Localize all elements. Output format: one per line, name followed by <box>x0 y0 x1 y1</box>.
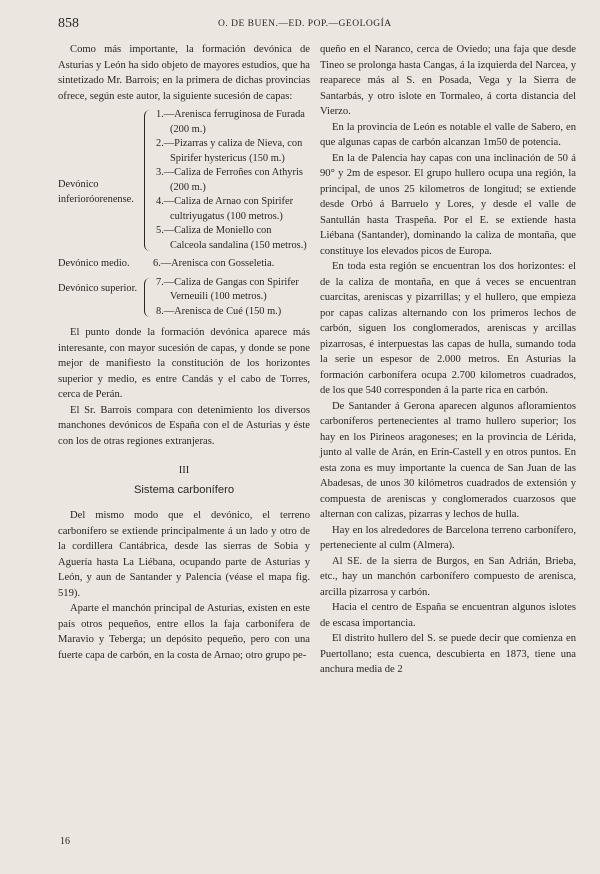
paragraph: En la de Palencia hay capas con una inclinación de 50 á 90° y 2m de espesor. El grupo hullero ocupa una región, la principal, de unos 25 kilometros de longitud; se extiende desde Orbó á Barruelo y Lores, y desde el valle de Santullán hasta Traspeña. Por el E. se extiende hasta Liébana (Santander), dominando la caliza de montaña, que constituye los elevados picos de Europa. <box>320 152 576 257</box>
page-header <box>58 16 574 34</box>
page-number: 858 <box>58 16 79 31</box>
paragraph: Hay en los alrededores de Barcelona terreno carbonífero, perteneciente al culm (Almera). <box>320 524 576 551</box>
strat-item: 2.—Pizarras y caliza de Nieva, con Spirifer hystericus (150 m.) <box>156 138 303 164</box>
strat-item: 3.—Caliza de Ferroñes con Athyris (200 m.) <box>156 167 303 193</box>
paragraph: En toda esta región se encuentran los dos horizontes: el de la caliza de montaña, en que á veces se encuentran cuarcitas, areniscas y pizarrillas; y el hullero, que empieza por capas calizas alternando con los primeros lechos de carbón, siguen los conglomerados, areniscas y arcillas pizarrosas, é interpuestas las capas de hulla, sumando toda la serie un espesor de 2.000 metros. En Asturias la formación carbonífera ocupa 2.700 kilometros cuadrados, de los que 540 corresponden á la parte rica en carbón. <box>320 261 576 396</box>
signature-mark: 16 <box>60 836 70 847</box>
paragraph: Hacia el centro de España se encuentran algunos islotes de escasa importancia. <box>320 602 576 629</box>
strat-item: 1.—Arenisca ferruginosa de Furada (200 m.) <box>156 109 305 135</box>
strat-group-inferior <box>58 108 310 253</box>
paragraph: Del mismo modo que el devónico, el terreno carbonífero se extiende principalmente á un lado y otro de la cordillera Cantábrica, desde las sierras de Sobia y Aguería hasta La Liébana, ocupando parte de Asturias y León, y aun de Santander y Palencia (véase el mapa fig. 519). <box>58 510 310 599</box>
strat-items-inferior <box>156 108 310 253</box>
paragraph: El punto donde la formación devónica aparece más interesante, con mayor sucesión de capas, y donde se pone mejor de manifiesto la constitución de los horizontes superior y medio, es entre Candás y el cabo de Torres, cerca de Perán. <box>58 327 310 400</box>
strat-item: 5.—Caliza de Moniello con Calceola sandalina (150 metros.) <box>156 225 307 251</box>
section-number: III <box>178 465 190 476</box>
strat-group-superior <box>58 276 310 320</box>
strat-item: 6.—Arenisca con Gosseletia. <box>153 258 275 269</box>
paragraph: El distrito hullero del S. se puede decir que comienza en Puertollano; esta cuenca, descubierta en 1873, tiene una anchura media de 2 <box>320 633 576 675</box>
strat-item: 8.—Arenisca de Cué (150 m.) <box>156 305 282 317</box>
paragraph: El Sr. Barrois compara con detenimiento los diversos manchones devónicos de España con el de Asturias y éste con los de otras regiones extranjeras. <box>58 404 310 447</box>
right-column <box>320 42 576 678</box>
strat-label-medio: Devónico medio. <box>58 258 130 269</box>
strat-items-medio <box>153 257 310 272</box>
brace <box>144 110 153 251</box>
paragraph: Aparte el manchón principal de Asturias, existen en este país otros pequeños, entre ellos la faja carbonífera de Maravio y Teberga; un depósito pequeño, pero con una fuerte capa de carbón, en la costa de Arnao; otro grupo pe- <box>58 603 310 661</box>
paragraph: queño en el Naranco, cerca de Oviedo; una faja que desde Tineo se prolonga hasta Cangas, á la izquierda del Narcea, y reaparece más al S. en Posada, Vega y la Sierra de Santarbás, y otro islote en Tormaleo, á corta distancia del Vierzo. <box>320 44 576 117</box>
brace <box>144 278 153 318</box>
section-title: Sistema carbonífero <box>133 483 235 496</box>
paragraph: De Santander á Gerona aparecen algunos afloramientos carboníferos pertenecientes al tramo hullero superior; los hay en los Pirineos aragoneses; en la provincia de Lérida, junto al valle de Arán, en Erín-Castell y en otros puntos. En esta zona es muy importante la cuenca de San Juan de las Abadesas, de unos 30 kilómetros cuadrados de extensión y compuesta de areniscas y conglomerados cuarzosos que alternan con calizas, pizarras y lechos de hulla. <box>320 400 576 520</box>
strat-label-superior: Devónico superior. <box>58 282 138 294</box>
left-column <box>58 42 310 663</box>
running-title: O. DE BUEN.—ED. POP.—GEOLOGÍA <box>218 19 392 29</box>
strat-item: 7.—Caliza de Gangas con Spirifer Verneuili (100 metros.) <box>156 276 299 302</box>
paragraph: Al SE. de la sierra de Burgos, en San Adrián, Brieba, etc., hay un manchón carbonífero compuesto de arenisca, arcilla pizarrosa y carbón. <box>320 555 576 598</box>
strat-group-medio <box>58 257 310 272</box>
strat-label-inferior: Devónico inferioróorenense. <box>58 179 134 205</box>
paragraph: En la provincia de León es notable el valle de Sabero, en que algunas capas de carbón alcanzan 1m50 de potencia. <box>320 121 576 148</box>
strat-item: 4.—Caliza de Arnao con Spirifer cultriyugatus (100 metros.) <box>156 196 294 222</box>
strat-items-superior <box>156 276 310 320</box>
intro-paragraph: Como más importante, la formación devónica de Asturias y León ha sido objeto de mayores estudios, que ha sintetizado Mr. Barrois; en la primera de dichas provincias ofrece, según este autor, la siguiente sucesión de capas: <box>58 44 310 102</box>
